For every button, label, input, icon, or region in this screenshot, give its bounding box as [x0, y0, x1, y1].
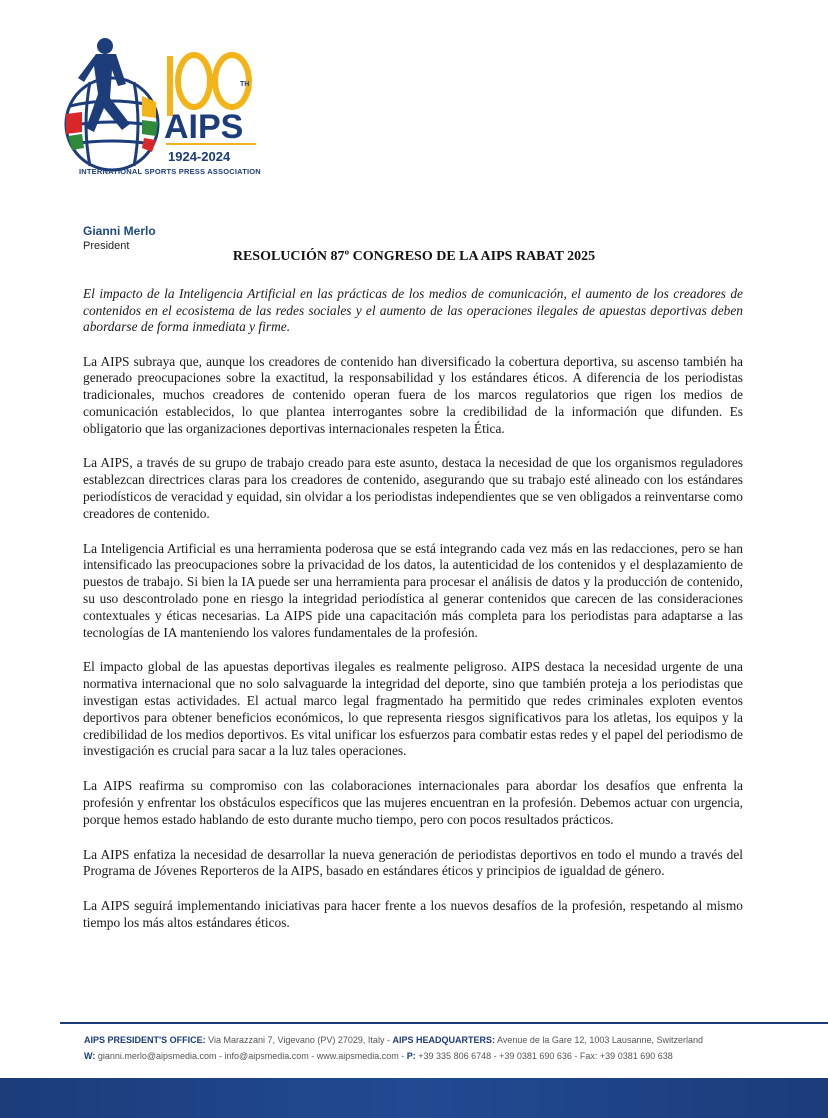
- office-address: Via Marazzani 7, Vigevano (PV) 27029, Italy -: [208, 1035, 390, 1045]
- phone-numbers: +39 335 806 6748 - +39 0381 690 636 - Fax: +39 0381 690 638: [418, 1051, 673, 1061]
- paragraph-5: La AIPS reafirma su compromiso con las colaboraciones internacionales para abordar los desafíos que enfrenta la profesión y enfrentar los obstáculos específicos que las mujeres encuentran en la profesión. Debemos actuar con urgencia, porque hemos estado hablando de esto durante mucho tiempo, pero con pocos resultados prácticos.: [83, 778, 743, 827]
- footer-contact-line: [84, 1048, 703, 1064]
- paragraph-4: El impacto global de las apuestas deportivas ilegales es realmente peligroso. AIPS destaca la necesidad urgente de una normativa internacional que no solo salvaguarde la integridad del deporte, sino que también proteja a los periodistas que investigan estas actividades. El actual marco legal fragmentado ha permitido que redes criminales exploten eventos deportivos para obtener beneficios económicos, lo que representa riesgos significativos para los atletas, los equipos y la credibilidad de los medios deportivos. Es vital unificar los esfuerzos para combatir estas redes y el papel del periodismo de investigación es crucial para sacar a la luz tales operaciones.: [83, 659, 743, 759]
- globe-icon: [66, 78, 158, 170]
- footer: [84, 1032, 703, 1064]
- paragraph-2: La AIPS, a través de su grupo de trabajo creado para este asunto, destaca la necesidad de que los organismos reguladores establezcan directrices claras para los creadores de contenido, asegurando que su trabajo esté alineado con los estándares periodísticos de veracidad y equidad, sin olvidar a los periodistas independientes que se ven obligados a reinventarse como creadores de contenido.: [83, 455, 743, 521]
- web-label: W:: [84, 1051, 96, 1061]
- aips-logo: [60, 36, 270, 181]
- lead-paragraph: El impacto de la Inteligencia Artificial en las prácticas de los medios de comunicación, el aumento de los creadores de contenidos en el ecosistema de las redes sociales y el aumento de las operaciones ilegales de apuestas deportivas deben abordarse de forma inmediata y firme.: [83, 286, 743, 334]
- signer-role: President: [83, 240, 130, 252]
- paragraph-7: La AIPS seguirá implementando iniciativas para hacer frente a los nuevos desafíos de la profesión, respetando al mismo tiempo los más altos estándares éticos.: [83, 898, 743, 931]
- svg-text:TH: TH: [240, 81, 250, 88]
- hq-label: AIPS HEADQUARTERS:: [392, 1035, 495, 1045]
- footer-address-line: [84, 1032, 703, 1048]
- signer-name: Gianni Merlo: [83, 224, 156, 238]
- office-label: AIPS PRESIDENT'S OFFICE:: [84, 1035, 206, 1045]
- document-body: [83, 286, 743, 950]
- phone-label: P:: [406, 1051, 416, 1061]
- footer-divider: [60, 1022, 828, 1024]
- footer-band: [0, 1078, 828, 1118]
- paragraph-1: La AIPS subraya que, aunque los creadores de contenido han diversificado la cobertura deportiva, su ascenso también ha generado preocupaciones sobre la exactitud, la responsabilidad y los estándares éticos. A diferencia de los periodistas tradicionales, muchos creadores de contenido operan fuera de los marcos regulatorios que rigen los medios de comunicación establecidos, lo que plantea interrogantes sobre la credibilidad de la información que difunden. Es obligatorio que las organizaciones deportivas internacionales respeten la Ética.: [83, 353, 743, 436]
- document-title: RESOLUCIÓN 87º CONGRESO DE LA AIPS RABAT 2025: [232, 249, 596, 264]
- hq-address: Avenue de la Gare 12, 1003 Lausanne, Switzerland: [497, 1035, 703, 1045]
- paragraph-6: La AIPS enfatiza la necesidad de desarrollar la nueva generación de periodistas deportivos en todo el mundo a través del Programa de Jóvenes Reporteros de la AIPS, basado en estándares éticos y principios de igualdad de género.: [83, 846, 743, 879]
- aips-wordmark: AIPS: [164, 108, 244, 146]
- contact-emails: gianni.merlo@aipsmedia.com - info@aipsmedia.com - www.aipsmedia.com -: [97, 1051, 405, 1061]
- paragraph-3: La Inteligencia Artificial es una herramienta poderosa que se está integrando cada vez más en las redacciones, pero se han intensificado las preocupaciones sobre la privacidad de los datos, la autenticidad de los contenidos y el desplazamiento de puestos de trabajo. Si bien la IA puede ser una herramienta para procesar el análisis de datos y la producción de contenido, su uso descontrolado pone en riesgo la integridad periodística al generar contenidos que carecen de las consideraciones contextuales y éticas necesarias. La AIPS pide una capacitación más completa para los periodistas para adaptarse a las tecnologías de IA manteniendo los valores fundamentales de la profesión.: [83, 540, 743, 640]
- association-name: INTERNATIONAL SPORTS PRESS ASSOCIATION: [79, 167, 261, 176]
- logo-years: 1924-2024: [168, 149, 231, 164]
- 100th-mark: [170, 55, 249, 116]
